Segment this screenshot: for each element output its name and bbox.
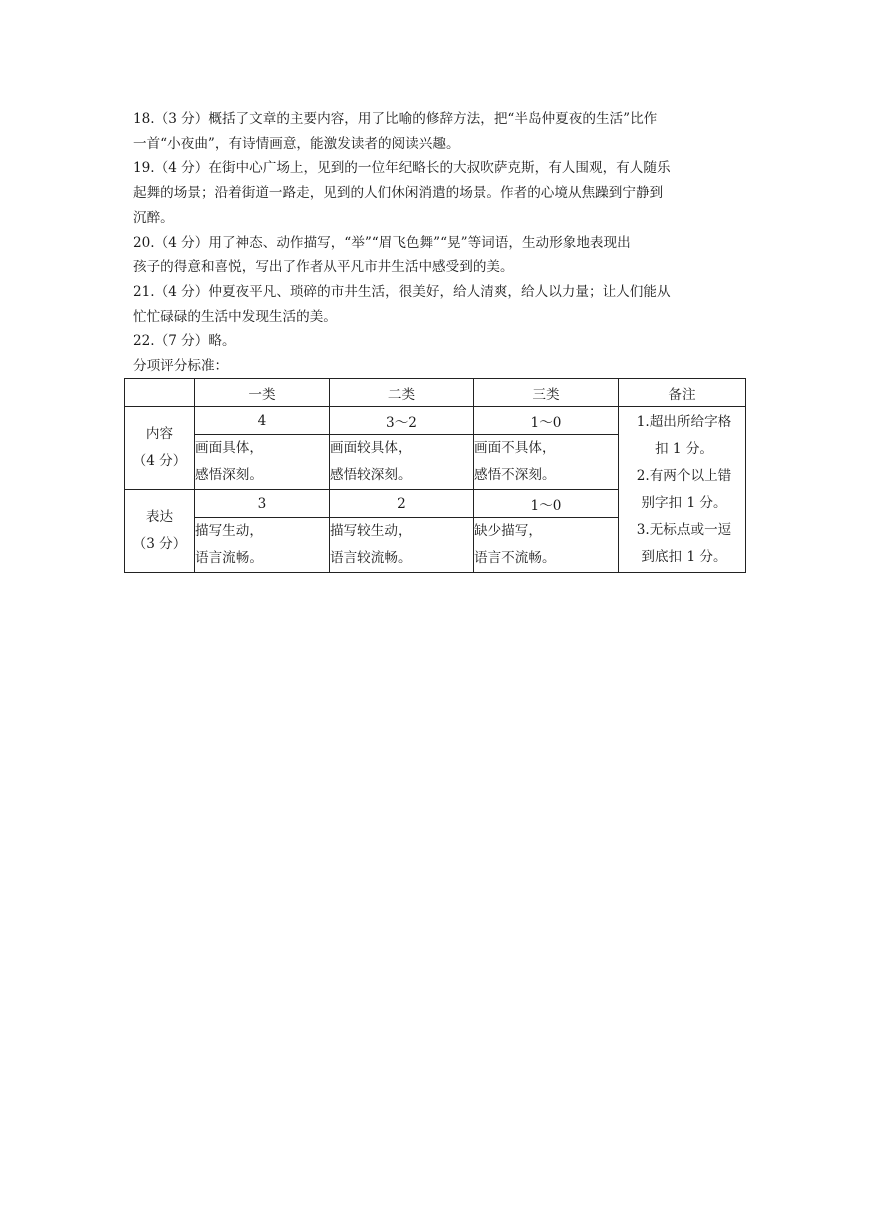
score-cell: 3～2 [330,407,474,435]
description-line: 语言不流畅。 [474,550,556,566]
description-line: 画面较具体， [330,440,412,456]
score-cell: 1～0 [474,490,619,518]
description-line: 画面具体， [195,440,263,456]
description-cell [474,435,619,490]
description-line: 语言较流畅。 [330,550,412,566]
description-line: 描写较生动， [330,523,412,539]
answer-line: 21.（4 分）仲夏夜平凡、琐碎的市井生活，很美好，给人清爽，给人以力量；让人们能从 [133,283,671,300]
score-cell: 1～0 [474,407,619,435]
grading-standard-title: 分项评分标准： [133,358,229,374]
answer-line: 起舞的场景；沿着街道一路走，见到的人们休闲消遣的场景。作者的心境从焦躁到宁静到 [133,185,664,202]
notes-cell [619,407,746,573]
category-points: （4 分） [132,453,187,469]
description-line: 描写生动， [195,523,263,539]
note-line: 别字扣 1 分。 [641,494,727,511]
table-header-row [125,379,746,407]
note-line: 扣 1 分。 [654,440,714,457]
answer-22 [133,329,745,354]
score-cell: 3 [195,490,330,518]
grading-table [124,378,746,573]
answer-18 [133,107,745,156]
answer-line: 20.（4 分）用了神态、动作描写，“举”“眉飞色舞”“晃”等词语，生动形象地表现出 [133,234,631,251]
score-cell: 4 [195,407,330,435]
answer-20 [133,231,745,280]
answer-21 [133,280,745,329]
description-cell [330,518,474,573]
description-cell [195,518,330,573]
answer-line: 一首“小夜曲”，有诗情画意，能激发读者的阅读兴趣。 [133,135,460,152]
table-header-cell: 三类 [474,379,619,407]
note-line: 1.超出所给字格 [636,413,732,430]
answer-line: 19.（4 分）在街中心广场上，见到的一位年纪略长的大叔吹萨克斯，有人围观，有人随乐 [133,160,671,177]
description-line: 缺少描写， [474,523,542,539]
description-cell [330,435,474,490]
note-line: 到底扣 1 分。 [641,548,727,565]
answer-list [133,107,745,354]
table-header-cell [125,379,195,407]
answer-line: 沉醉。 [133,209,174,226]
description-line: 画面不具体， [474,440,556,456]
answer-line: 孩子的得意和喜悦，写出了作者从平凡市井生活中感受到的美。 [133,259,514,276]
answer-line: 忙忙碌碌的生活中发现生活的美。 [133,308,337,325]
table-header-cell: 一类 [195,379,330,407]
description-cell [474,518,619,573]
table-header-cell: 二类 [330,379,474,407]
description-line: 感悟不深刻。 [474,467,556,483]
category-points: （3 分） [132,536,187,552]
description-line: 感悟深刻。 [195,467,263,483]
category-name: 表达 [145,509,174,525]
answer-line: 22.（7 分）略。 [133,333,236,350]
table-header-cell: 备注 [619,379,746,407]
score-cell: 2 [330,490,474,518]
category-expression [125,490,195,573]
table-row [125,407,746,435]
description-line: 感悟较深刻。 [330,467,412,483]
category-name: 内容 [145,426,174,442]
description-cell [195,435,330,490]
category-content [125,407,195,490]
note-line: 3.无标点或一逗 [636,521,732,538]
note-line: 2.有两个以上错 [636,467,732,484]
answer-19 [133,156,745,230]
answer-line: 18.（3 分）概括了文章的主要内容，用了比喻的修辞方法，把“半岛仲夏夜的生活”比作 [133,111,658,127]
description-line: 语言流畅。 [195,550,263,566]
